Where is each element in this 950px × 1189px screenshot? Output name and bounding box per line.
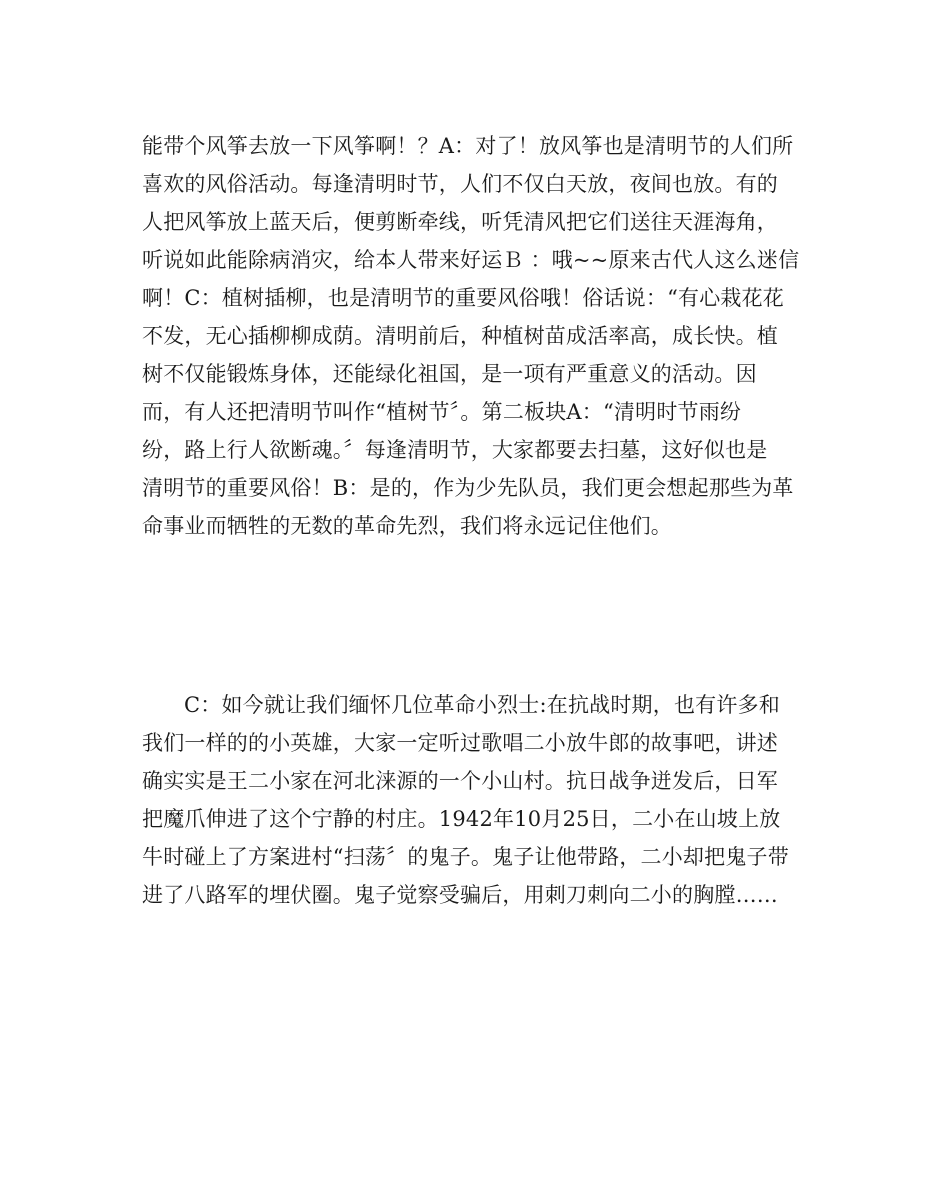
paragraph-1-line: 不发，无心插柳柳成荫。清明前后，种植树苗成活率高，成长快。植 <box>142 324 778 348</box>
paragraph-1-line: 喜欢的风俗活动。每逢清明时节，人们不仅白天放，夜间也放。有的 <box>142 172 778 196</box>
paragraph-2-line: 牛时碰上了方案进村“扫荡〞的鬼子。鬼子让他带路，二小却把鬼子带 <box>142 845 789 869</box>
paragraph-2-line: 把魔爪伸进了这个宁静的村庄。1942年10月25日，二小在山坡上放 <box>142 807 781 831</box>
paragraph-2-line: C：如今就让我们缅怀几位革命小烈士:在抗战时期，也有许多和 <box>184 693 780 717</box>
paragraph-2-line: 确实实是王二小家在河北涞源的一个小山村。抗日战争迸发后，日军 <box>142 769 778 793</box>
paragraph-2 <box>142 686 810 914</box>
paragraph-1 <box>142 127 810 545</box>
paragraph-1-line: 清明节的重要风俗！B：是的，作为少先队员，我们更会想起那些为革 <box>142 476 794 500</box>
paragraph-1-line: 而，有人还把清明节叫作“植树节〞。第二板块A：“清明时节雨纷 <box>142 400 742 424</box>
paragraph-1-line: 纷，路上行人欲断魂。〞每逢清明节，大家都要去扫墓，这好似也是 <box>142 438 768 462</box>
paragraph-1-line: 啊！C：植树插柳，也是清明节的重要风俗哦！俗话说：“有心栽花花 <box>142 286 785 310</box>
paragraph-1-line: 人把风筝放上蓝天后，便剪断牵线，听凭清风把它们送往天涯海角， <box>142 210 778 234</box>
paragraph-1-line: 命事业而牺牲的无数的革命先烈，我们将永远记住他们。 <box>142 514 672 538</box>
paragraph-2-line: 我们一样的的小英雄，大家一定听过歌唱二小放牛郎的故事吧，讲述 <box>142 731 778 755</box>
paragraph-2-line: 进了八路军的埋伏圈。鬼子觉察受骗后，用刺刀刺向二小的胸膛…… <box>142 883 778 907</box>
paragraph-1-line: 能带个风筝去放一下风筝啊！？A：对了！放风筝也是清明节的人们所 <box>142 134 794 158</box>
paragraph-1-line: 听说如此能除病消灾，给本人带来好运Ｂ ：哦~~原来古代人这么迷信 <box>142 248 800 272</box>
paragraph-1-line: 树不仅能锻炼身体，还能绿化祖国，是一项有严重意义的活动。因 <box>142 362 757 386</box>
